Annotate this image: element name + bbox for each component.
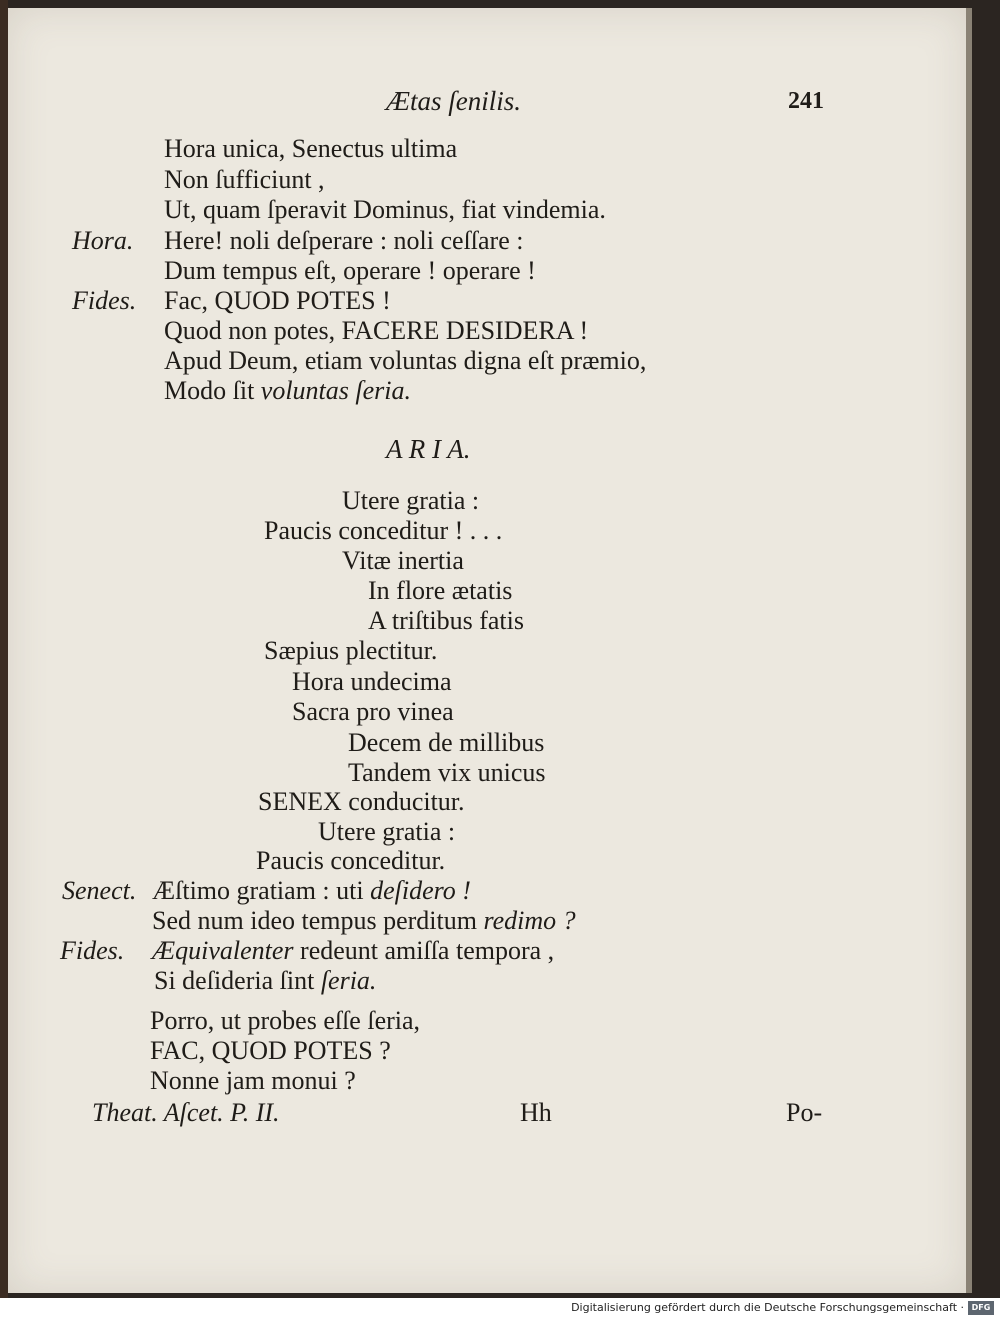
aria-line: Vitæ inertia (342, 546, 464, 575)
text-line: FAC, QUOD POTES ? (150, 1036, 391, 1065)
text-line: Fac, QUOD POTES ! (164, 286, 391, 315)
text-line (152, 936, 554, 966)
speaker-label: Hora. (72, 226, 134, 255)
aria-line: SENEX conducitur. (258, 787, 465, 816)
aria-line: In flore ætatis (368, 576, 513, 605)
dfg-logo-icon: DFG (968, 1301, 994, 1315)
speaker-label: Fides. (72, 286, 137, 315)
line-emphasis: redimo ? (483, 906, 576, 935)
text-line: Apud Deum, etiam voluntas digna eſt præmio, (164, 346, 647, 375)
aria-line: Tandem vix unicus (348, 758, 546, 787)
aria-line: Utere gratia : (342, 486, 480, 515)
text-line (164, 376, 411, 406)
aria-heading: A R I A. (386, 434, 471, 464)
text-line (152, 876, 471, 906)
book-page (8, 8, 966, 1293)
aria-line: Decem de millibus (348, 728, 545, 757)
digitization-notice: Digitalisierung gefördert durch die Deutsche Forschungsgemeinschaft · (571, 1301, 964, 1314)
text-line: Porro, ut probes eſſe ſeria, (150, 1006, 421, 1035)
text-line: Dum tempus eſt, operare ! operare ! (164, 256, 536, 285)
digitization-footer (0, 1298, 1000, 1319)
text-line (154, 966, 376, 996)
running-head: Ætas ſenilis. (386, 86, 522, 116)
text-line: Non ſufficiunt , (164, 165, 325, 194)
aria-line: Hora undecima (292, 667, 452, 696)
line-emphasis: deſidero ! (370, 876, 471, 905)
text-line: Ut, quam ſperavit Dominus, fiat vindemia. (164, 195, 606, 224)
aria-line: Sacra pro vinea (292, 697, 454, 726)
speaker-label: Fides. (60, 936, 125, 965)
line-emphasis: ſeria. (320, 966, 377, 995)
aria-line: A triſtibus fatis (368, 606, 524, 635)
text-line: Here! noli deſperare : noli ceſſare : (164, 226, 524, 255)
catchword: Po- (786, 1098, 823, 1127)
line-emphasis: voluntas ſeria. (260, 376, 412, 405)
line-text: Sed num ideo tempus perditum (152, 906, 484, 935)
aria-line: Sæpius plectitur. (264, 636, 438, 665)
line-text: Si deſideria ſint (154, 966, 321, 995)
aria-line: Paucis conceditur ! . . . (264, 516, 503, 545)
aria-line: Paucis conceditur. (256, 846, 446, 875)
text-line: Quod non potes, FACERE DESIDERA ! (164, 316, 589, 345)
text-line: Hora unica, Senectus ultima (164, 134, 458, 163)
signature-mark: Hh (520, 1098, 552, 1127)
page-number: 241 (788, 88, 824, 114)
aria-line: Utere gratia : (318, 817, 456, 846)
line-text: Modo ſit (164, 376, 261, 405)
footer-title: Theat. Aſcet. P. II. (92, 1098, 280, 1127)
speaker-label: Senect. (62, 876, 137, 905)
line-text: Æſtimo gratiam : uti (152, 876, 371, 905)
text-line: Nonne jam monui ? (150, 1066, 356, 1095)
page-edge (966, 8, 972, 1293)
line-emphasis: Æquivalenter (152, 936, 294, 965)
line-text: redeunt amiſſa tempora , (293, 936, 555, 965)
text-line (152, 906, 576, 936)
binding-edge (0, 0, 8, 1298)
